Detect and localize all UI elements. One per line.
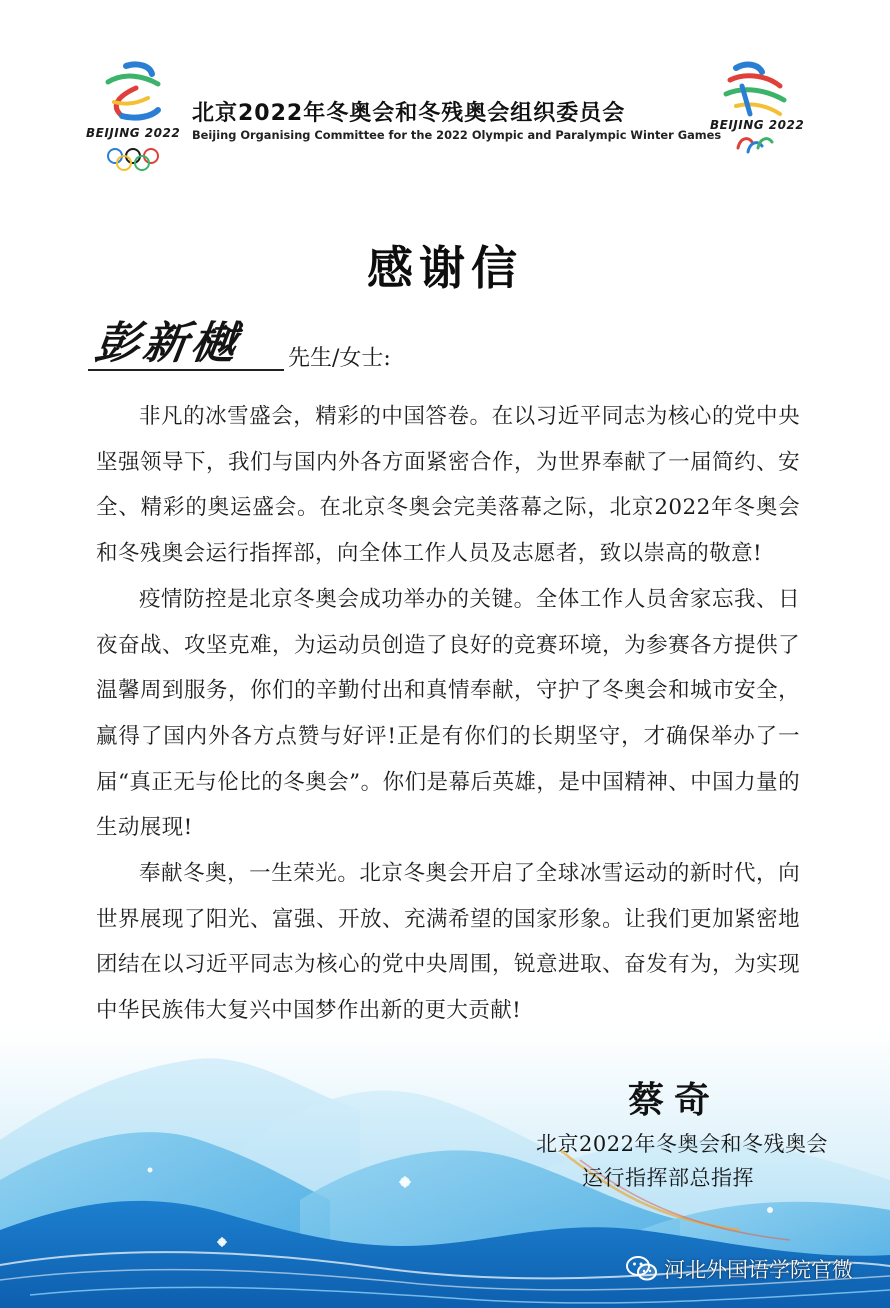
signatory-title-line1: 北京2022年冬奥会和冬残奥会 <box>536 1132 828 1156</box>
body-paragraph: 疫情防控是北京冬奥会成功举办的关键。全体工作人员舍家忘我、日夜奋战、攻坚克难，为运动员创造了良好的竞赛环境，为参赛各方提供了温馨周到服务，你们的辛勤付出和真情奉献，守护了冬奥会和城市安全，赢得了国内外各方点赞与好评!正是有你们的长期坚守，才确保举办了一届“真正无与伦比的冬奥会”。你们是幕后英雄，是中国精神、中国力量的生动展现! <box>96 586 800 841</box>
logo-right-wordmark: BEIJING 2022 <box>710 118 805 132</box>
beijing-2022-paralympic-emblem <box>706 58 805 168</box>
recipient-handwritten-name: 彭新樾 <box>91 318 243 369</box>
logo-left-wordmark: BEIJING 2022 <box>86 126 181 140</box>
salutation <box>88 305 488 375</box>
signatory-title-line2: 运行指挥部总指挥 <box>582 1166 754 1190</box>
watermark-text: 河北外国语学院官微 <box>664 1258 853 1282</box>
letter-body <box>96 394 800 1034</box>
name-underline <box>88 369 284 371</box>
wechat-icon <box>626 1255 658 1283</box>
letter-title: 感谢信 <box>367 241 523 295</box>
signatory-name: 蔡奇 <box>628 1080 721 1121</box>
body-paragraph: 奉献冬奥，一生荣光。北京冬奥会开启了全球冰雪运动的新时代，向世界展现了阳光、富强、开放、充满希望的国家形象。让我们更加紧密地团结在以习近平同志为核心的党中央周围，锐意进取、奋发有为，为实现中华民族伟大复兴中国梦作出新的更大贡献! <box>96 861 800 1024</box>
organizer-english-name: Beijing Organising Committee for the 2022 Olympic and Paralympic Winter Games <box>192 128 722 142</box>
wechat-watermark <box>626 1254 853 1284</box>
body-paragraph: 非凡的冰雪盛会，精彩的中国答卷。在以习近平同志为核心的党中央坚强领导下，我们与国内外各方面紧密合作，为世界奉献了一届简约、安全、精彩的奥运盛会。在北京冬奥会完美落幕之际，北京2022年冬奥会和冬残奥会运行指挥部，向全体工作人员及志愿者，致以崇高的敬意! <box>96 404 800 567</box>
organizer-chinese-name: 北京2022年冬奥会和冬残奥会组织委员会 <box>192 101 626 126</box>
beijing-2022-olympic-emblem <box>88 58 180 178</box>
salutation-suffix: 先生/女士: <box>288 346 391 371</box>
